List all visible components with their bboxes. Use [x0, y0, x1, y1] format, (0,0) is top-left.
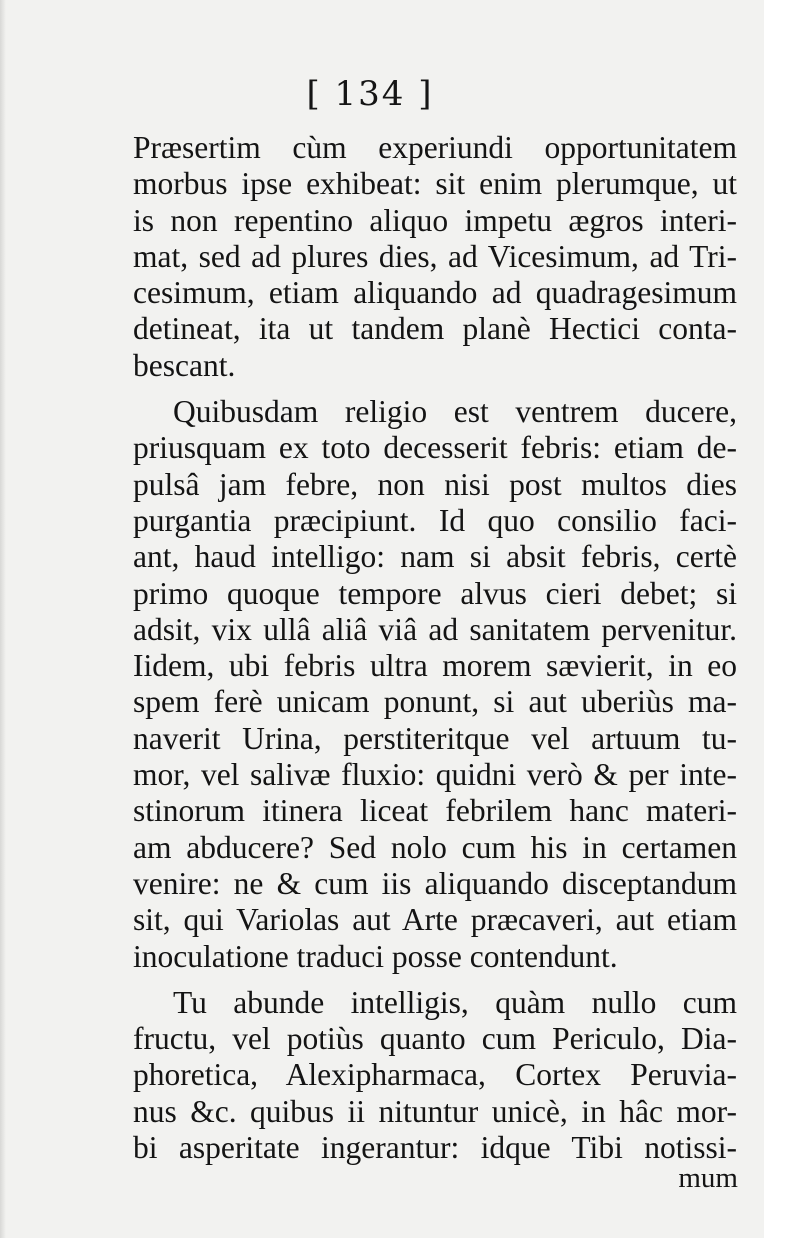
paragraph-3: [133, 985, 737, 1166]
body-text: [133, 130, 737, 1166]
catchword: mum: [678, 1162, 738, 1194]
paragraph-gap: [133, 384, 737, 394]
text-line: spem ferè unicam ponunt, si aut uberiùs ma-: [133, 684, 737, 720]
text-line: bi asperitate ingerantur: idque Tibi notissi-: [133, 1130, 737, 1166]
paragraph-gap: [133, 975, 737, 985]
text-line: is non repentino aliquo impetu ægros interi-: [133, 202, 737, 238]
text-line: phoretica, Alexipharmaca, Cortex Peruvia-: [133, 1057, 737, 1093]
text-line: priusquam ex toto decesserit febris: etiam de-: [133, 430, 737, 466]
text-line: mor, vel salivæ fluxio: quidni verò & per inte-: [133, 757, 737, 793]
text-line: fructu, vel potiùs quanto cum Periculo, Dia-: [133, 1021, 737, 1057]
text-line: venire: ne & cum iis aliquando disceptandum: [133, 865, 737, 901]
text-line: stinorum itinera liceat febrilem hanc materi-: [133, 793, 737, 829]
text-line: purgantia præcipiunt. Id quo consilio faci-: [133, 502, 737, 538]
text-line: Quibusdam religio est ventrem ducere,: [173, 394, 737, 430]
text-line: inoculatione traduci posse contendunt.: [133, 938, 618, 974]
text-line: nus &c. quibus ii nituntur unicè, in hâc mor-: [133, 1093, 737, 1129]
text-line: am abducere? Sed nolo cum his in certamen: [133, 829, 737, 865]
text-line: morbus ipse exhibeat: sit enim plerumque, ut: [133, 166, 737, 202]
text-line: Iidem, ubi febris ultra morem sævierit, in eo: [133, 648, 737, 684]
text-line: naverit Urina, perstiteritque vel artuum tu-: [133, 720, 737, 756]
text-line: pulsâ jam febre, non nisi post multos dies: [133, 466, 737, 502]
text-line: Præsertim cùm experiundi opportunitatem: [133, 130, 737, 165]
text-line: primo quoque tempore alvus cieri debet; si: [133, 575, 737, 611]
text-line: adsit, vix ullâ aliâ viâ ad sanitatem pervenitur.: [133, 611, 737, 647]
binding-shadow: [0, 0, 6, 1238]
page-edge: [764, 0, 800, 1238]
text-line: sit, qui Variolas aut Arte præcaveri, aut etiam: [133, 902, 737, 938]
text-line: cesimum, etiam aliquando ad quadragesimum: [133, 275, 737, 311]
paragraph-2: [133, 394, 737, 975]
text-line: detineat, ita ut tandem planè Hectici conta-: [133, 311, 737, 347]
text-line: Tu abunde intelligis, quàm nullo cum: [173, 984, 737, 1020]
text-line: ant, haud intelligo: nam si absit febris, certè: [133, 539, 737, 575]
text-line: bescant.: [133, 347, 236, 383]
paragraph-1: [133, 130, 737, 384]
text-line: mat, sed ad plures dies, ad Vicesimum, ad Tri-: [133, 238, 737, 274]
page-number-header: [ 134 ]: [306, 74, 434, 114]
